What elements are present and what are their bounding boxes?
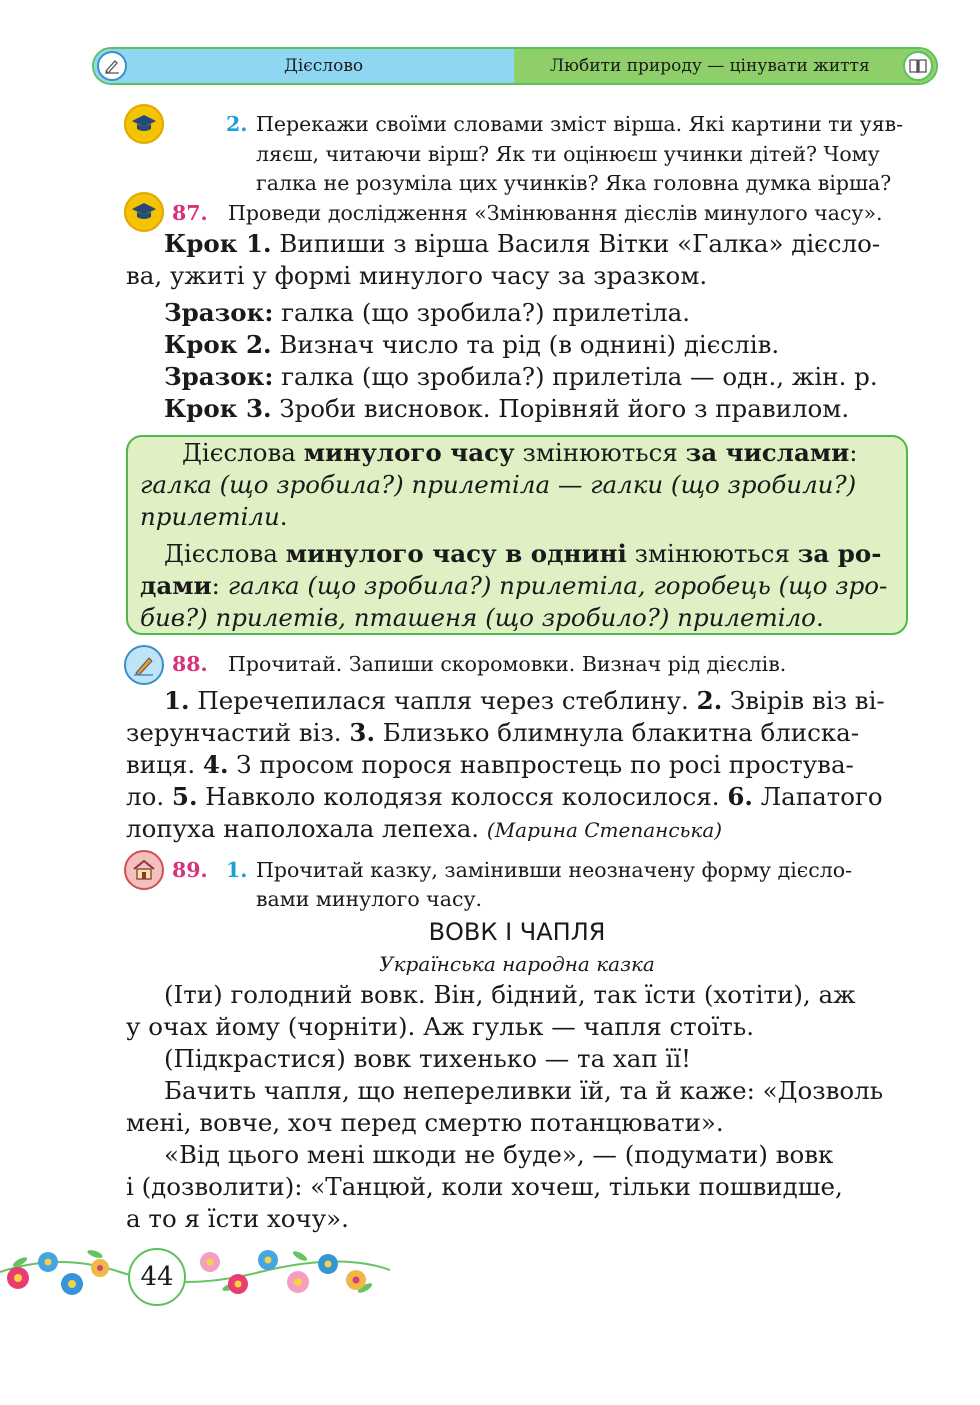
task-88-intro: Прочитай. Запиши скоромовки. Визнач рід дієслів.: [228, 652, 787, 676]
task-89-line-1: Прочитай казку, замінивши неозначену форму дієсло-: [256, 858, 853, 882]
story-paragraph-2: (Підкрастися) вовк тихенько — та хап її!: [164, 1044, 692, 1073]
task-89-number: 89.: [172, 858, 208, 882]
header-title-right: Любити природу — цінувати життя: [550, 56, 870, 76]
task-88-line-5: лопуха наполохала лепеха. (Марина Степанська): [126, 814, 723, 843]
task-88-line-3: виця. 4. З просом порося навпростець по росі простува-: [126, 750, 854, 779]
task-88-line-1: 1. Перечепилася чапля через стеблину. 2. Звірів віз ві-: [164, 686, 885, 715]
task-2-line-1: Перекажи своїми словами зміст вірша. Які картини ти уяв-: [256, 112, 904, 136]
story-paragraph-4-line-2: і (дозволити): «Танцюй, коли хочеш, тільки пошвидше,: [126, 1172, 843, 1201]
task-87-sample-1: Зразок: галка (що зробила?) прилетіла.: [164, 298, 691, 327]
pen-writing-icon: [124, 645, 164, 685]
book-icon: [903, 51, 933, 81]
story-paragraph-1-line-2: у очах йому (чорніти). Аж гульк — чапля стоїть.: [126, 1012, 754, 1041]
rule-paragraph-1-line-3: прилетіли.: [140, 502, 288, 531]
page-header: [92, 47, 938, 85]
task-89-line-2: вами минулого часу.: [256, 887, 483, 911]
header-title-left: Дієслово: [284, 56, 364, 76]
story-title: ВОВК І ЧАПЛЯ: [428, 918, 606, 946]
rule-paragraph-1-line-2: галка (що зробила?) прилетіла — галки (що зробили?): [140, 470, 857, 499]
rule-paragraph-2-line-3: бив?) прилетів, пташеня (що зробило?) прилетіло.: [140, 603, 824, 632]
story-paragraph-4-line-3: а то я їсти хочу».: [126, 1204, 349, 1233]
task-87-sample-2: Зразок: галка (що зробила?) прилетіла — одн., жін. р.: [164, 362, 878, 391]
task-88-number: 88.: [172, 652, 208, 676]
task-87-step-2: Крок 2. Визнач число та рід (в однині) дієслів.: [164, 330, 780, 359]
page-number: 44: [128, 1248, 186, 1306]
task-87-number: 87.: [172, 201, 208, 225]
rule-paragraph-1-line-1: Дієслова минулого часу змінюються за числами:: [182, 438, 858, 467]
rule-paragraph-2-line-1: Дієслова минулого часу в однині змінюються за ро-: [164, 539, 882, 568]
graduation-cap-icon: [124, 192, 164, 232]
story-subtitle: Українська народна казка: [379, 952, 655, 976]
task-87-step-1-line-1: Крок 1. Випиши з вірша Василя Вітки «Галка» дієсло-: [164, 229, 881, 258]
task-88-line-4: ло. 5. Навколо колодязя колосся колосилося. 6. Лапатого: [126, 782, 883, 811]
rule-paragraph-2-line-2: дами: галка (що зробила?) прилетіла, горобець (що зро-: [140, 571, 888, 600]
task-2-line-2: ляєш, читаючи вірш? Як ти оцінюєш учинки дітей? Чому: [256, 142, 880, 166]
task-87-step-1-line-2: ва, ужиті у формі минулого часу за зразком.: [126, 261, 708, 290]
story-paragraph-3-line-1: Бачить чапля, що непереливки їй, та й каже: «Дозволь: [164, 1076, 884, 1105]
graduation-cap-icon: [124, 104, 164, 144]
task-2-number: 2.: [226, 112, 248, 136]
story-paragraph-1-line-1: (Іти) голодний вовк. Він, бідний, так їсти (хотіти), аж: [164, 980, 856, 1009]
house-icon: [124, 850, 164, 890]
pen-icon: [97, 51, 127, 81]
header-section-left: [94, 49, 514, 83]
task-88-line-2: зерунчастий віз. 3. Близько блимнула блакитна блиска-: [126, 718, 860, 747]
story-paragraph-3-line-2: мені, вовче, хоч перед смертю потанцювати».: [126, 1108, 724, 1137]
header-section-right: [514, 49, 936, 83]
flower-border-decoration: [0, 1232, 390, 1312]
task-2-line-3: галка не розуміла цих учинків? Яка головна думка вірша?: [256, 171, 892, 195]
task-87-intro: Проведи дослідження «Змінювання дієслів минулого часу».: [228, 201, 883, 225]
task-89-subnumber: 1.: [226, 858, 248, 882]
story-paragraph-4-line-1: «Від цього мені шкоди не буде», — (подумати) вовк: [164, 1140, 834, 1169]
task-87-step-3: Крок 3. Зроби висновок. Порівняй його з правилом.: [164, 394, 850, 423]
